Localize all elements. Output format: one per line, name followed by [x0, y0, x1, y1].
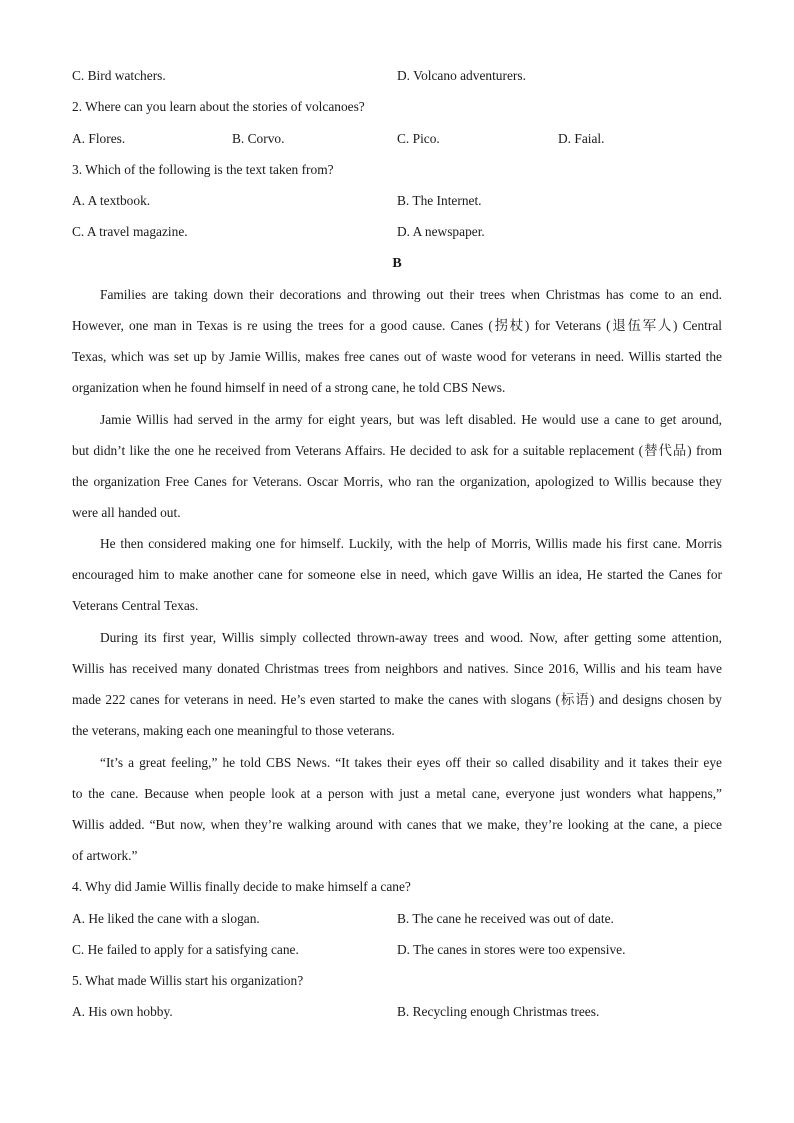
q2-option-c: C. Pico.: [397, 131, 440, 146]
q3-option-a: A. A textbook.: [72, 193, 151, 208]
passage-line: Veterans Central Texas.: [72, 598, 199, 613]
q2-option-b: B. Corvo.: [232, 131, 285, 146]
passage-line: Willis added. “But now, when they’re walking around with canes that we make, they’re looking at the cane, a piece: [72, 817, 722, 832]
q3-question: 3. Which of the following is the text taken from?: [72, 162, 334, 177]
passage-line: Texas, which was set up by Jamie Willis, makes free canes out of waste wood for veterans in need. Willis started the: [72, 349, 722, 364]
q3-option-b: B. The Internet.: [397, 193, 482, 208]
passage-line: organization when he found himself in need of a strong cane, he told CBS News.: [72, 380, 506, 395]
passage-line: He then considered making one for himself. Luckily, with the help of Morris, Willis made his first cane. Morris: [100, 536, 722, 551]
q5-option-a: A. His own hobby.: [72, 1004, 173, 1019]
q2-option-a: A. Flores.: [72, 131, 126, 146]
q5-option-b: B. Recycling enough Christmas trees.: [397, 1004, 600, 1019]
q4-option-b: B. The cane he received was out of date.: [397, 911, 614, 926]
passage-line: Jamie Willis had served in the army for eight years, but was left disabled. He would use a cane to get around,: [100, 412, 722, 427]
q3-option-d: D. A newspaper.: [397, 224, 485, 239]
passage-line: However, one man in Texas is re using the trees for a good cause. Canes (拐杖) for Veterans (退伍军人) Central: [72, 318, 722, 333]
passage-line: were all handed out.: [72, 505, 181, 520]
passage-line: but didn’t like the one he received from Veterans Affairs. He decided to ask for a suitable replacement (替代品) from: [72, 443, 722, 458]
q2-option-d: D. Faial.: [558, 131, 605, 146]
q3-option-c: C. A travel magazine.: [72, 224, 188, 239]
passage-line: the organization Free Canes for Veterans. Oscar Morris, who ran the organization, apologized to Willis because they: [72, 474, 722, 489]
passage-line: to the cane. Because when people look at a person with just a metal cane, everyone just wonders what happens,”: [72, 786, 722, 801]
passage-line: of artwork.”: [72, 848, 138, 863]
passage-line: During its first year, Willis simply collected thrown-away trees and wood. Now, after getting some attention,: [100, 630, 722, 645]
passage-line: Willis has received many donated Christmas trees from neighbors and natives. Since 2016, Willis and his team have: [72, 661, 722, 676]
passage-line: “It’s a great feeling,” he told CBS News. “It takes their eyes off their so called disability and it takes their eye: [100, 755, 722, 770]
q1-option-d: D. Volcano adventurers.: [397, 68, 526, 83]
passage-line: Families are taking down their decorations and throwing out their trees when Christmas has come to an end.: [100, 287, 722, 302]
q4-option-a: A. He liked the cane with a slogan.: [72, 911, 260, 926]
q4-option-d: D. The canes in stores were too expensive.: [397, 942, 626, 957]
section-b-heading: B: [392, 256, 402, 271]
q2-question: 2. Where can you learn about the stories of volcanoes?: [72, 99, 365, 114]
passage-line: the veterans, making each one meaningful to those veterans.: [72, 723, 395, 738]
q5-question: 5. What made Willis start his organization?: [72, 973, 304, 988]
q4-question: 4. Why did Jamie Willis finally decide to make himself a cane?: [72, 879, 411, 894]
passage-line: made 222 canes for veterans in need. He’s even started to make the canes with slogans (标语) and designs chosen by: [72, 692, 722, 707]
passage-line: encouraged him to make another cane for someone else in need, which gave Willis an idea, He started the Canes for: [72, 567, 722, 582]
q1-option-c: C. Bird watchers.: [72, 68, 166, 83]
q4-option-c: C. He failed to apply for a satisfying cane.: [72, 942, 299, 957]
